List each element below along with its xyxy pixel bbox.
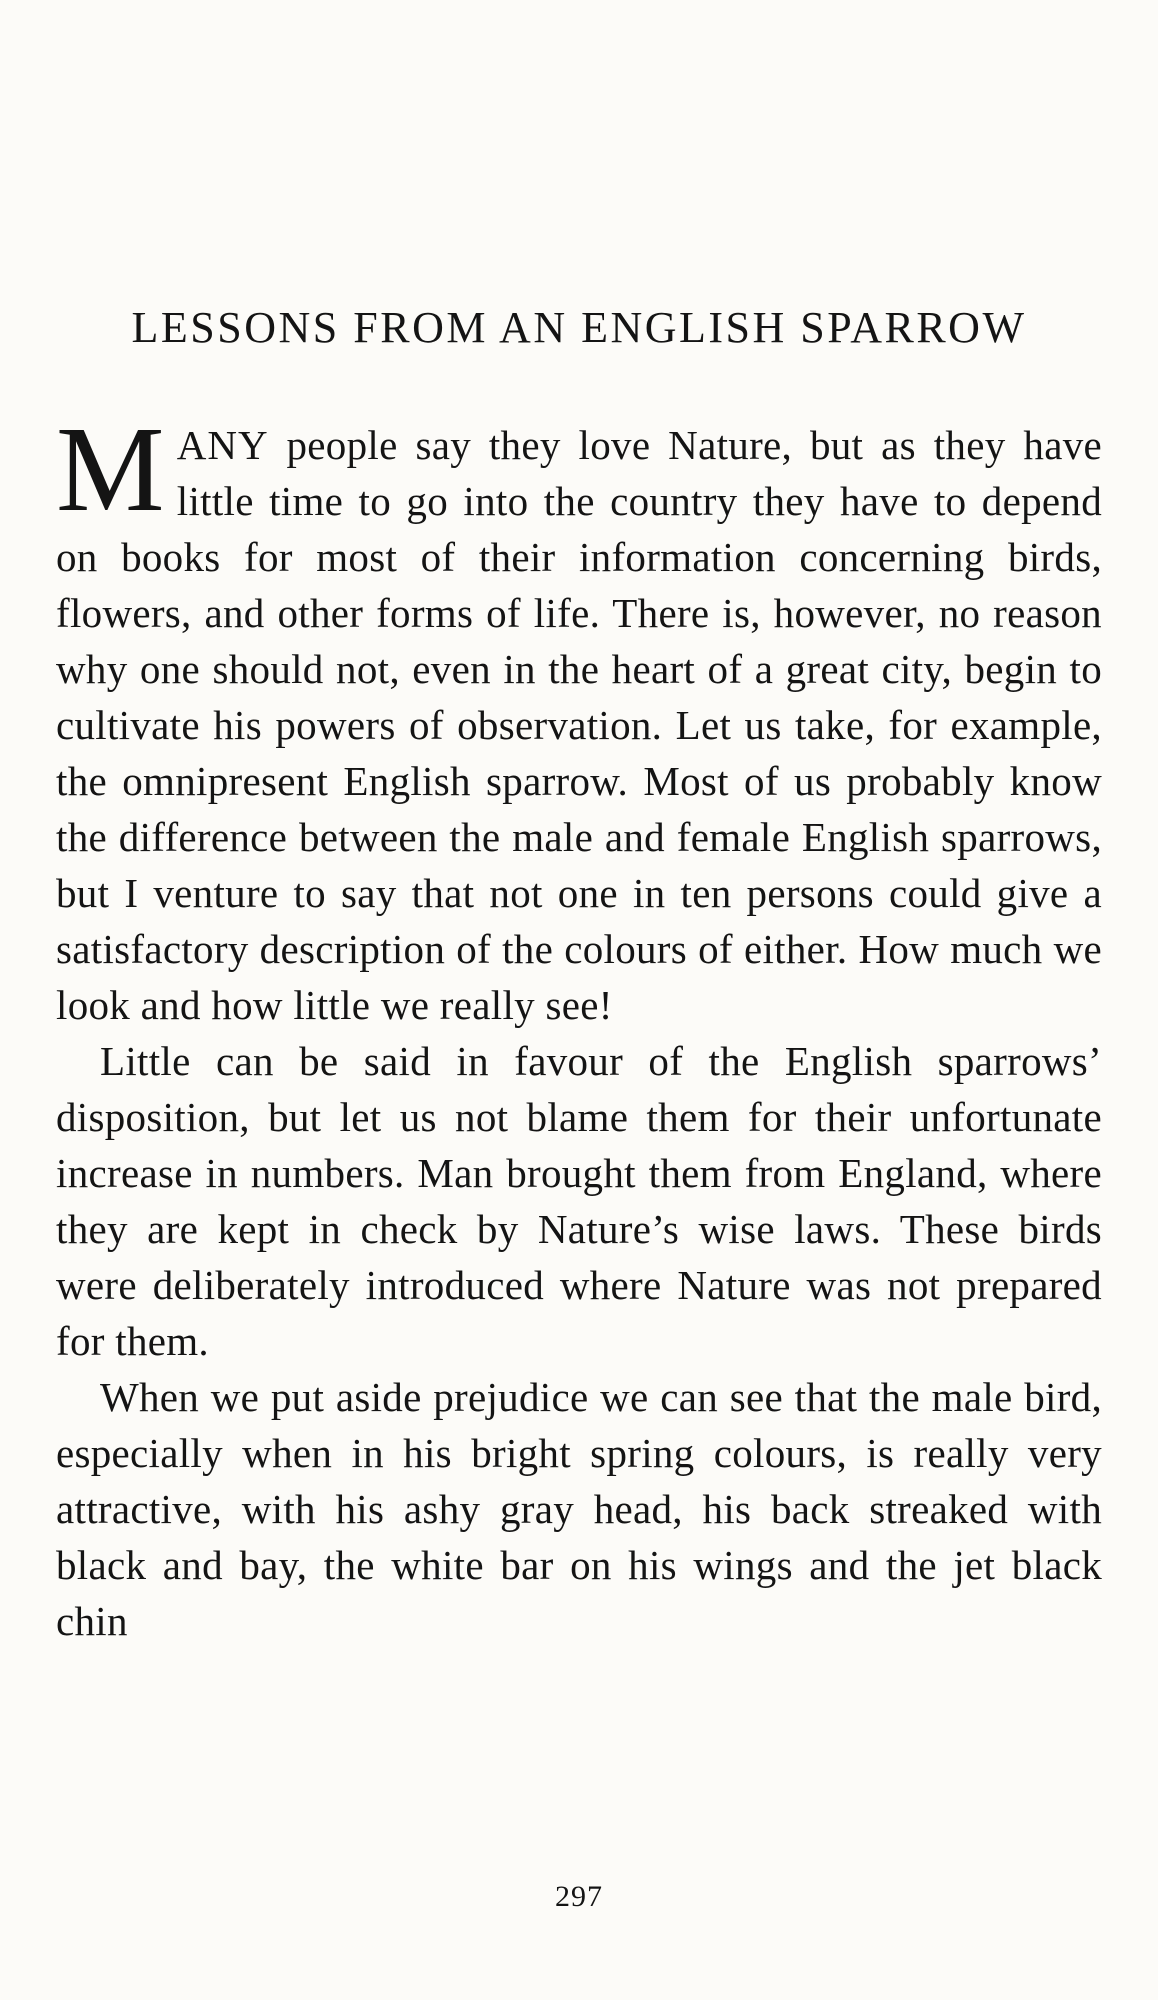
page-title: LESSONS FROM AN ENGLISH SPARROW [131,303,1027,352]
paragraph-text: Little can be said in favour of the English sparrows’ disposition, but let us not blame them for their unfortunate increase in numbers. Man brought them from England, where they are kept in check by Nature’s wise laws. These birds were deliberately introduced where Nature was not prepared for them. [56,1038,1102,1364]
page-body [56,402,1102,1649]
drop-cap: M [56,402,165,537]
paragraph [56,402,1102,1033]
paragraph-text: When we put aside prejudice we can see that the male bird, especially when in his bright spring colours, is really very attractive, with his ashy gray head, his back streaked with black and bay, the white bar on his wings and the jet black chin [56,1374,1102,1644]
paragraph-text: people say they love Nature, but as they have little time to go into the country they have to depend on books for most of their information concerning birds, flowers, and other forms of life. There is, however, no reason why one should not, even in the heart of a great city, begin to cultivate his powers of observation. Let us take, for example, the omnipresent English sparrow. Most of us probably know the difference between the male and female English sparrows, but I venture to say that not one in ten persons could give a satisfactory description of the colours of either. How much we look and how little we really see! [56,422,1102,1028]
paragraph [56,1033,1102,1369]
paragraph [56,1369,1102,1649]
page-number: 297 [555,1880,603,1913]
lead-word: ANY [176,422,269,468]
